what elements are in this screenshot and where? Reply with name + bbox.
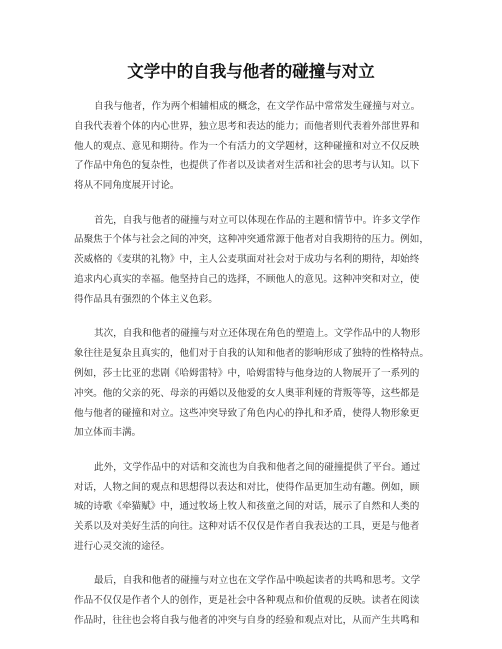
paragraph-4-line-3: 城的诗歌《牵猫赋》中，通过牧场上牧人和孩童之间的对话，展示了自然和人类的 xyxy=(74,501,420,513)
paragraph-4 xyxy=(74,458,434,557)
document-body xyxy=(74,97,434,646)
document-title: 文学中的自我与他者的碰撞与对立 xyxy=(127,62,375,81)
paragraph-5-line-2: 作品不仅仅是作者个人的创作，更是社会中各种观点和价值观的反映。读者在阅读 xyxy=(74,595,420,607)
paragraph-2-line-1: 首先，自我与他者的碰撞与对立可以体现在作品的主题和情节中。许多文学作 xyxy=(94,214,421,226)
paragraph-4-line-2: 对话，人物之间的观点和思想得以表达和对比，使得作品更加生动有趣。例如，顾 xyxy=(74,481,420,493)
paragraph-1 xyxy=(74,97,434,196)
paragraph-5 xyxy=(74,571,434,630)
paragraph-3-line-3: 例如，莎士比亚的悲剧《哈姆雷特》中，哈姆雷特与他身边的人物展开了一系列的 xyxy=(74,367,420,379)
paragraph-3-line-5: 他与他者的碰撞和对立。这些冲突导致了角色内心的挣扎和矛盾，使得人物形象更 xyxy=(74,407,420,419)
paragraph-1-line-5: 将从不同角度展开讨论。 xyxy=(74,180,180,192)
paragraph-3-line-1: 其次，自我和他者的碰撞与对立还体现在角色的塑造上。文学作品中的人物形 xyxy=(94,328,421,340)
paragraph-4-line-4: 关系以及对美好生活的向往。这种对话不仅仅是作者自我表达的工具，更是与他者 xyxy=(74,521,420,533)
paragraph-3-line-2: 象往往是复杂且真实的，他们对于自我的认知和他者的影响形成了独特的性格特点。 xyxy=(74,348,429,360)
paragraph-2-line-2: 品聚焦于个体与社会之间的冲突，这种冲突通常源于他者对自我期待的压力。例如， xyxy=(74,234,429,246)
paragraph-4-line-5: 进行心灵交流的途径。 xyxy=(74,541,170,552)
paragraph-5-line-3: 作品时，往往也会将自我与他者的冲突与自身的经验和观点对比，从而产生共鸣和 xyxy=(74,615,420,627)
paragraph-2-line-5: 得作品具有强烈的个体主义色彩。 xyxy=(74,293,218,305)
paragraph-4-line-1: 此外，文学作品中的对话和交流也为自我和他者之间的碰撞提供了平台。通过 xyxy=(94,461,421,473)
paragraph-1-line-2: 自我代表着个体的内心世界，独立思考和表达的能力；而他者则代表着外部世界和 xyxy=(74,120,420,132)
paragraph-1-line-3: 他人的观点、意见和期待。作为一个有活力的文学题材，这种碰撞和对立不仅反映 xyxy=(74,140,420,152)
paragraph-2-line-4: 追求内心真实的幸福。他坚持自己的选择，不顾他人的意见。这种冲突和对立，使 xyxy=(74,274,420,286)
paragraph-3-line-6: 加立体而丰满。 xyxy=(74,427,142,439)
paragraph-1-line-1: 自我与他者，作为两个相辅相成的概念，在文学作品中常常发生碰撞与对立。 xyxy=(94,101,421,112)
paragraph-1-line-4: 了作品中角色的复杂性，也提供了作者以及读者对生活和社会的思考与认知。以下 xyxy=(74,160,420,172)
paragraph-3-line-4: 冲突。他的父亲的死、母亲的再婚以及他爱的女人奥菲利娅的背叛等等，这些都是 xyxy=(74,387,420,399)
paragraph-3 xyxy=(74,324,434,443)
paragraph-2-line-3: 茨威格的《麦琪的礼物》中，主人公麦琪面对社会对于成功与名利的期待，却始终 xyxy=(74,254,420,266)
paragraph-5-line-1: 最后，自我和他者的碰撞与对立也在文学作品中唤起读者的共鸣和思考。文学 xyxy=(94,575,421,587)
paragraph-2 xyxy=(74,211,434,310)
